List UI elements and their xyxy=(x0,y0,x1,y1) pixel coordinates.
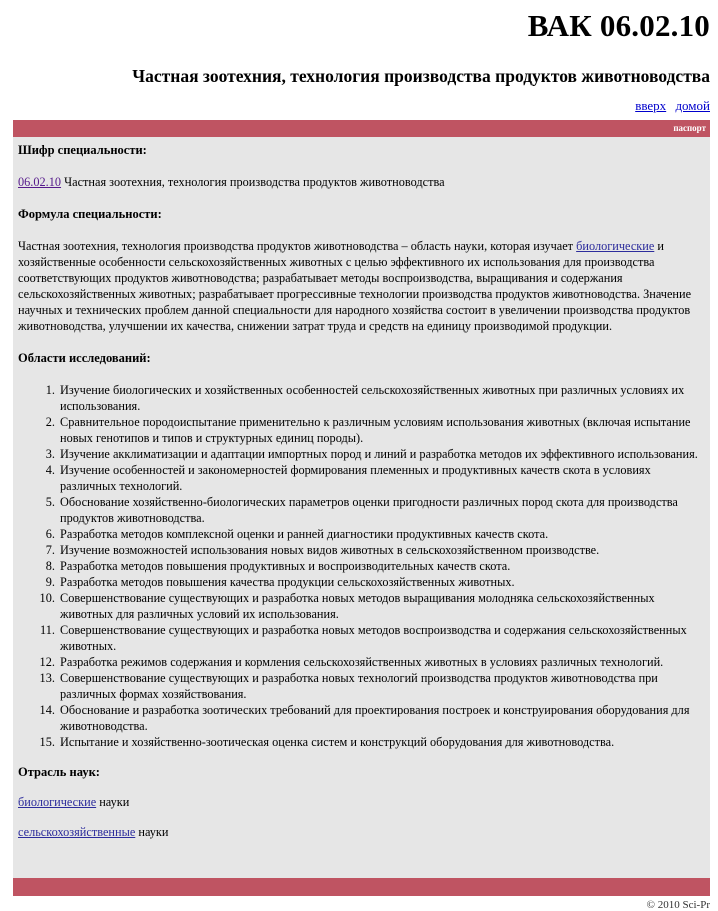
research-item: 10. Совершенствование существующих и разработка новых методов выращивания молодняка сельскохозяйственных животных для различных условий их использования. xyxy=(58,590,705,622)
branch-heading: Отрасль наук: xyxy=(18,765,100,779)
cipher-code-link[interactable]: 06.02.10 xyxy=(18,175,62,189)
research-item: 15. Испытание и хозяйственно-зоотическая оценка систем и конструкций оборудования для животноводства. xyxy=(58,734,705,750)
bottom-bar xyxy=(13,878,710,896)
passport-bar xyxy=(13,120,710,137)
research-item: 14. Обоснование и разработка зоотических требований для проектирования построек и конструирования оборудования для животноводства. xyxy=(58,702,705,734)
formula-text: Частная зоотехния, технология производства продуктов животноводства – область науки, которая изучает биологические и хозяйственные особенности сельскохозяйственных животных с целью эффективного их использования для производства соответствующих продуктов животноводства; разрабатывает методы воспроизводства, выращивания и содержания сельскохозяйственных животных; разрабатывает прогрессивные технологии производства продуктов животноводства. Значение научных и технических проблем данной специальности для народного хозяйства состоит в увеличении производства продуктов животноводства, улучшении их качества, снижении затрат труда и средств на единицу производимой продукции. xyxy=(18,239,692,333)
research-item: 4. Изучение особенностей и закономерностей формирования племенных и продуктивных качеств скота в условиях различных технологий. xyxy=(58,462,705,494)
specialty-title: Частная зоотехния, технология производства продуктов животноводства xyxy=(132,66,710,86)
cipher-line xyxy=(18,174,705,190)
research-item: 7. Изучение возможностей использования новых видов животных в сельскохозяйственном производстве. xyxy=(58,542,705,558)
research-item: 1. Изучение биологических и хозяйственных особенностей сельскохозяйственных животных при различных условиях их использования. xyxy=(58,382,705,414)
up-link[interactable]: вверх xyxy=(635,98,667,113)
research-item: 13. Совершенствование существующих и разработка новых технологий производства продуктов животноводства при различных формах хозяйствования. xyxy=(58,670,705,702)
research-item: 5. Обоснование хозяйственно-биологических параметров оценки пригодности различных пород скота для производства продуктов животноводства. xyxy=(58,494,705,526)
branch-item: сельскохозяйственные науки xyxy=(18,825,169,839)
research-item: 2. Сравнительное породоиспытание применительно к различным условиям использования животных (включая испытание новых генотипов и типов и структурных единиц породы). xyxy=(58,414,705,446)
research-item: 3. Изучение акклиматизации и адаптации импортных пород и линий и разработка методов их эффективного использования. xyxy=(58,446,705,462)
passport-label: паспорт xyxy=(673,123,706,133)
passport-content xyxy=(13,137,710,840)
specialty-code-title: ВАК 06.02.10 xyxy=(527,8,710,43)
research-heading: Области исследований: xyxy=(18,351,151,365)
research-item: 11. Совершенствование существующих и разработка новых методов воспроизводства и содержания сельскохозяйственных животных. xyxy=(58,622,705,654)
research-item: 8. Разработка методов повышения продуктивных и воспроизводительных качеств скота. xyxy=(58,558,705,574)
formula-biological-link[interactable]: биологические xyxy=(576,239,655,253)
footer-copyright: © 2010 Sci-Pr xyxy=(646,899,710,911)
passport-panel xyxy=(13,120,710,896)
research-item: 6. Разработка методов комплексной оценки и ранней диагностики продуктивных качеств скота. xyxy=(58,526,705,542)
formula-heading: Формула специальности: xyxy=(18,207,162,221)
branch-item: биологические науки xyxy=(18,795,130,809)
top-nav xyxy=(629,98,710,114)
cipher-heading: Шифр специальности: xyxy=(18,143,147,157)
cipher-name: Частная зоотехния, технология производства продуктов животноводства xyxy=(61,175,445,189)
home-link[interactable]: домой xyxy=(675,98,710,113)
branch-agricultural-link[interactable]: сельскохозяйственные xyxy=(18,825,136,839)
branch-biological-link[interactable]: биологические xyxy=(18,795,97,809)
research-list xyxy=(18,382,705,750)
research-item: 12. Разработка режимов содержания и кормления сельскохозяйственных животных в условиях различных технологий. xyxy=(58,654,705,670)
research-item: 9. Разработка методов повышения качества продукции сельскохозяйственных животных. xyxy=(58,574,705,590)
